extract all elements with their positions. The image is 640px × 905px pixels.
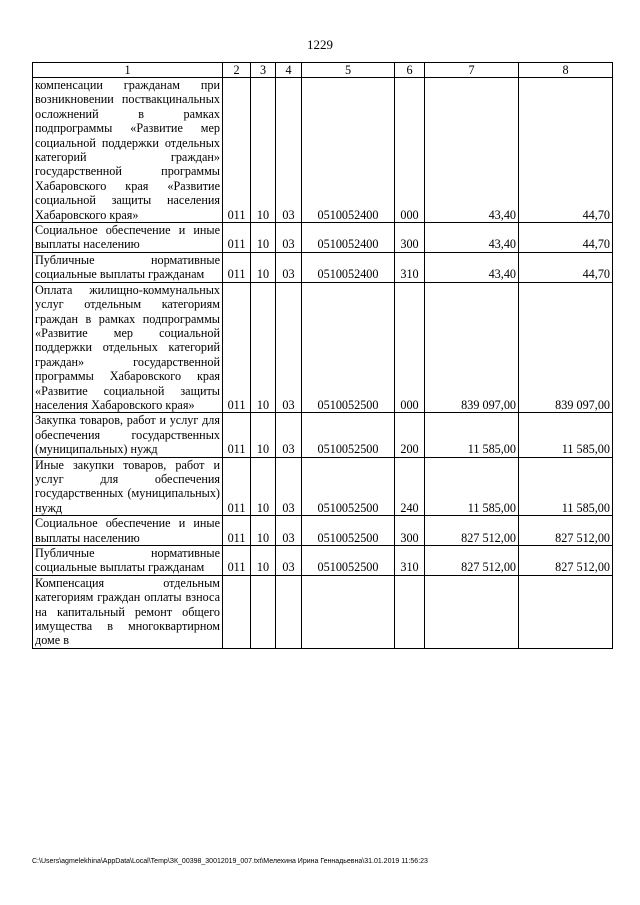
row-subsection: 03 bbox=[276, 546, 302, 576]
row-ministry-code: 011 bbox=[223, 252, 251, 282]
row-target-article: 0510052400 bbox=[302, 223, 395, 253]
column-header-5: 5 bbox=[302, 63, 395, 78]
table-row bbox=[33, 413, 613, 457]
row-expense-type: 310 bbox=[395, 252, 425, 282]
row-name: компенсации гражданам при возникновении поствакцинальных осложнений в рамках подпрограммы «Развитие мер социальной поддержки отдельных категорий граждан» государственной программы Хабаровского края «Развитие социальной защиты населения Хабаровского края» bbox=[33, 78, 223, 223]
row-section: 10 bbox=[251, 516, 276, 546]
row-subsection: 03 bbox=[276, 516, 302, 546]
row-amount-year2: 827 512,00 bbox=[519, 516, 613, 546]
table-row bbox=[33, 516, 613, 546]
row-amount-year2: 11 585,00 bbox=[519, 413, 613, 457]
row-amount-year1: 43,40 bbox=[425, 252, 519, 282]
row-amount-year2: 44,70 bbox=[519, 252, 613, 282]
row-subsection: 03 bbox=[276, 223, 302, 253]
column-header-4: 4 bbox=[276, 63, 302, 78]
column-header-8: 8 bbox=[519, 63, 613, 78]
row-expense-type: 240 bbox=[395, 457, 425, 516]
column-header-7: 7 bbox=[425, 63, 519, 78]
table-row bbox=[33, 252, 613, 282]
row-ministry-code: 011 bbox=[223, 546, 251, 576]
row-amount-year2: 44,70 bbox=[519, 223, 613, 253]
row-ministry-code bbox=[223, 575, 251, 648]
row-subsection: 03 bbox=[276, 78, 302, 223]
row-target-article: 0510052500 bbox=[302, 546, 395, 576]
row-ministry-code: 011 bbox=[223, 516, 251, 546]
row-expense-type: 300 bbox=[395, 223, 425, 253]
column-header-3: 3 bbox=[251, 63, 276, 78]
row-subsection: 03 bbox=[276, 282, 302, 413]
row-amount-year1: 827 512,00 bbox=[425, 546, 519, 576]
row-ministry-code: 011 bbox=[223, 457, 251, 516]
row-expense-type: 300 bbox=[395, 516, 425, 546]
row-target-article: 0510052500 bbox=[302, 282, 395, 413]
row-target-article: 0510052500 bbox=[302, 413, 395, 457]
row-target-article: 0510052400 bbox=[302, 78, 395, 223]
row-target-article: 0510052500 bbox=[302, 457, 395, 516]
file-path-footer: C:\Users\agmelekhina\AppData\Local\Temp\ЗК_00398_30012019_007.txt\Мелехина Ирина Геннадьевна\31.01.2019 11:56:23 bbox=[32, 858, 428, 865]
row-target-article: 0510052400 bbox=[302, 252, 395, 282]
row-subsection: 03 bbox=[276, 252, 302, 282]
row-subsection bbox=[276, 575, 302, 648]
row-target-article: 0510052500 bbox=[302, 516, 395, 546]
row-name: Оплата жилищно-коммунальных услуг отдельным категориям граждан в рамках подпрограммы «Развитие мер социальной поддержки отдельных категорий граждан» государственной программы Хабаровского края «Развитие социальной защиты населения Хабаровского края» bbox=[33, 282, 223, 413]
row-name: Компенсация отдельным категориям граждан оплаты взноса на капитальный ремонт общего имущества в многоквартирном доме в bbox=[33, 575, 223, 648]
row-expense-type: 000 bbox=[395, 282, 425, 413]
row-name: Публичные нормативные социальные выплаты гражданам bbox=[33, 252, 223, 282]
row-section: 10 bbox=[251, 78, 276, 223]
row-section: 10 bbox=[251, 413, 276, 457]
table-row bbox=[33, 223, 613, 253]
column-header-6: 6 bbox=[395, 63, 425, 78]
row-ministry-code: 011 bbox=[223, 78, 251, 223]
row-section: 10 bbox=[251, 546, 276, 576]
table-row bbox=[33, 282, 613, 413]
row-name: Социальное обеспечение и иные выплаты населению bbox=[33, 223, 223, 253]
row-ministry-code: 011 bbox=[223, 282, 251, 413]
row-section bbox=[251, 575, 276, 648]
row-amount-year1: 11 585,00 bbox=[425, 457, 519, 516]
row-ministry-code: 011 bbox=[223, 223, 251, 253]
row-ministry-code: 011 bbox=[223, 413, 251, 457]
row-amount-year1: 827 512,00 bbox=[425, 516, 519, 546]
row-amount-year2: 11 585,00 bbox=[519, 457, 613, 516]
row-expense-type: 000 bbox=[395, 78, 425, 223]
row-section: 10 bbox=[251, 457, 276, 516]
table-row bbox=[33, 546, 613, 576]
row-amount-year1: 43,40 bbox=[425, 223, 519, 253]
row-subsection: 03 bbox=[276, 457, 302, 516]
row-section: 10 bbox=[251, 252, 276, 282]
table-row bbox=[33, 78, 613, 223]
row-target-article bbox=[302, 575, 395, 648]
row-amount-year1 bbox=[425, 575, 519, 648]
budget-table bbox=[32, 62, 613, 649]
row-amount-year1: 839 097,00 bbox=[425, 282, 519, 413]
row-amount-year2: 44,70 bbox=[519, 78, 613, 223]
header-row bbox=[33, 63, 613, 78]
row-section: 10 bbox=[251, 223, 276, 253]
table-row bbox=[33, 575, 613, 648]
row-section: 10 bbox=[251, 282, 276, 413]
row-amount-year1: 11 585,00 bbox=[425, 413, 519, 457]
row-expense-type: 310 bbox=[395, 546, 425, 576]
row-subsection: 03 bbox=[276, 413, 302, 457]
row-amount-year2: 827 512,00 bbox=[519, 546, 613, 576]
row-name: Публичные нормативные социальные выплаты гражданам bbox=[33, 546, 223, 576]
column-header-2: 2 bbox=[223, 63, 251, 78]
page-number: 1229 bbox=[307, 37, 333, 52]
row-name: Иные закупки товаров, работ и услуг для обеспечения государственных (муниципальных) нужд bbox=[33, 457, 223, 516]
row-amount-year2 bbox=[519, 575, 613, 648]
row-amount-year1: 43,40 bbox=[425, 78, 519, 223]
row-expense-type bbox=[395, 575, 425, 648]
row-expense-type: 200 bbox=[395, 413, 425, 457]
row-name: Социальное обеспечение и иные выплаты населению bbox=[33, 516, 223, 546]
column-header-1: 1 bbox=[33, 63, 223, 78]
table-row bbox=[33, 457, 613, 516]
row-name: Закупка товаров, работ и услуг для обеспечения государственных (муниципальных) нужд bbox=[33, 413, 223, 457]
row-amount-year2: 839 097,00 bbox=[519, 282, 613, 413]
